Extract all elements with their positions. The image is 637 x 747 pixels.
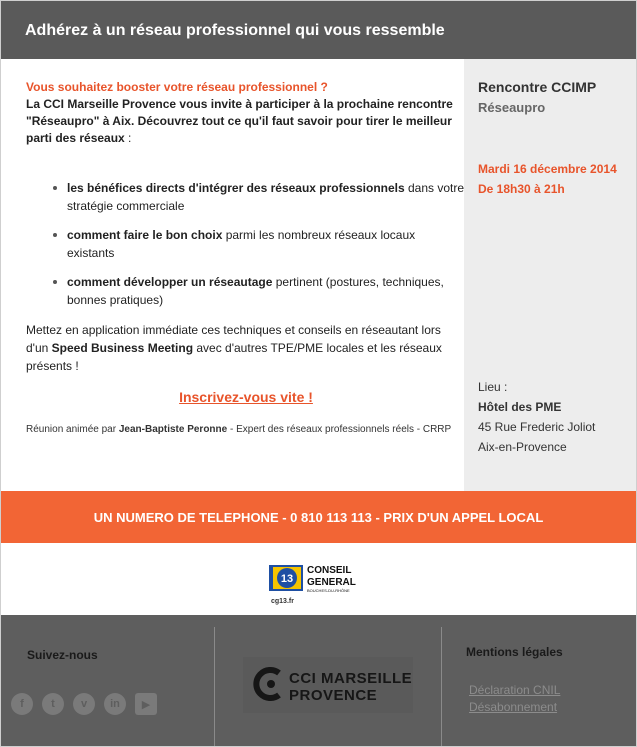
- event-subtitle: Réseaupro: [478, 100, 546, 115]
- bullet-text: dans votre stratégie commerciale: [67, 181, 465, 213]
- email-footer: [1, 615, 636, 746]
- logo-line3: BOUCHES-DU-RHÔNE: [307, 588, 350, 593]
- twitter-icon[interactable]: t: [42, 693, 64, 715]
- logo-line2: GENERAL: [307, 577, 356, 588]
- viadeo-icon[interactable]: v: [73, 693, 95, 715]
- cci-logo[interactable]: [243, 657, 413, 713]
- phone-banner: [1, 491, 636, 543]
- event-location: [478, 377, 595, 457]
- footer-divider: [214, 627, 215, 746]
- bullet-bold: comment faire le bon choix: [67, 228, 223, 242]
- list-item: [53, 179, 465, 215]
- footer-divider: [441, 627, 442, 746]
- linkedin-icon[interactable]: in: [104, 693, 126, 715]
- event-time: De 18h30 à 21h: [478, 182, 565, 196]
- cci-mark-icon: [249, 667, 285, 701]
- unsubscribe-link[interactable]: Désabonnement: [469, 700, 558, 714]
- intro-tail: :: [124, 131, 132, 145]
- cci-logo-line2: PROVENCE: [289, 687, 378, 704]
- benefits-list: [53, 179, 465, 320]
- cnil-declaration-link[interactable]: Déclaration CNIL: [469, 683, 561, 697]
- place-label: Lieu :: [478, 380, 508, 394]
- follow-us-title: Suivez-nous: [27, 648, 98, 662]
- apply-bold: Speed Business Meeting: [51, 341, 194, 355]
- logo-line1: CONSEIL: [307, 565, 352, 576]
- place-city: Aix-en-Provence: [478, 440, 567, 454]
- intro-question: Vous souhaitez booster votre réseau professionnel ?: [26, 80, 328, 94]
- cci-logo-line1: CCI MARSEILLE: [289, 670, 413, 687]
- place-address: 45 Rue Frederic Joliot: [478, 420, 596, 434]
- header-title: Adhérez à un réseau professionnel qui vous ressemble: [25, 22, 445, 39]
- apply-post: avec d'autres TPE/PME locales et les réseaux présents !: [26, 341, 442, 373]
- bullet-text: pertinent (postures, techniques, bonnes pratiques): [67, 275, 444, 307]
- speaker-pre: Réunion animée par: [26, 424, 119, 435]
- main-content: [1, 59, 464, 491]
- list-item: [53, 226, 465, 262]
- intro-paragraph: [26, 79, 466, 147]
- legal-title: Mentions légales: [466, 645, 563, 659]
- logo-url: cg13.fr: [271, 598, 294, 605]
- register-link[interactable]: Inscrivez-vous vite !: [179, 389, 313, 405]
- speaker-post: - Expert des réseaux professionnels réels - CRRP: [227, 424, 452, 435]
- apply-pre: Mettez en application immédiate ces techniques et conseils en réseautant lors d'un: [26, 323, 441, 355]
- event-title: Rencontre CCIMP: [478, 79, 597, 95]
- partner-logo-zone: [1, 543, 636, 615]
- conseil-general-logo[interactable]: [267, 561, 371, 607]
- event-datetime: [478, 159, 617, 199]
- social-links: [11, 693, 157, 715]
- facebook-icon[interactable]: f: [11, 693, 33, 715]
- youtube-icon[interactable]: ▶: [135, 693, 157, 715]
- list-item: [53, 273, 465, 309]
- speaker-note: [26, 421, 466, 438]
- speaker-name: Jean-Baptiste Peronne: [118, 424, 228, 435]
- apply-paragraph: [26, 321, 466, 375]
- logo-mark-text: 13: [280, 573, 294, 585]
- bullet-bold: les bénéfices directs d'intégrer des réseaux professionnels: [67, 181, 405, 195]
- bullet-bold: comment développer un réseautage: [67, 275, 273, 289]
- event-date: Mardi 16 décembre 2014: [478, 162, 617, 176]
- phone-banner-text: UN NUMERO DE TELEPHONE - 0 810 113 113 - PRIX D'UN APPEL LOCAL: [93, 510, 544, 525]
- intro-body: La CCI Marseille Provence vous invite à participer à la prochaine rencontre "Réseaupro" à Aix. Découvrez tout ce qu'il faut savoir pour tirer le meilleur parti des réseaux: [26, 97, 453, 145]
- event-sidebar: [464, 59, 636, 491]
- bullet-text: parmi les nombreux réseaux locaux existants: [67, 228, 416, 260]
- place-name: Hôtel des PME: [478, 400, 562, 414]
- email-header: [1, 1, 636, 59]
